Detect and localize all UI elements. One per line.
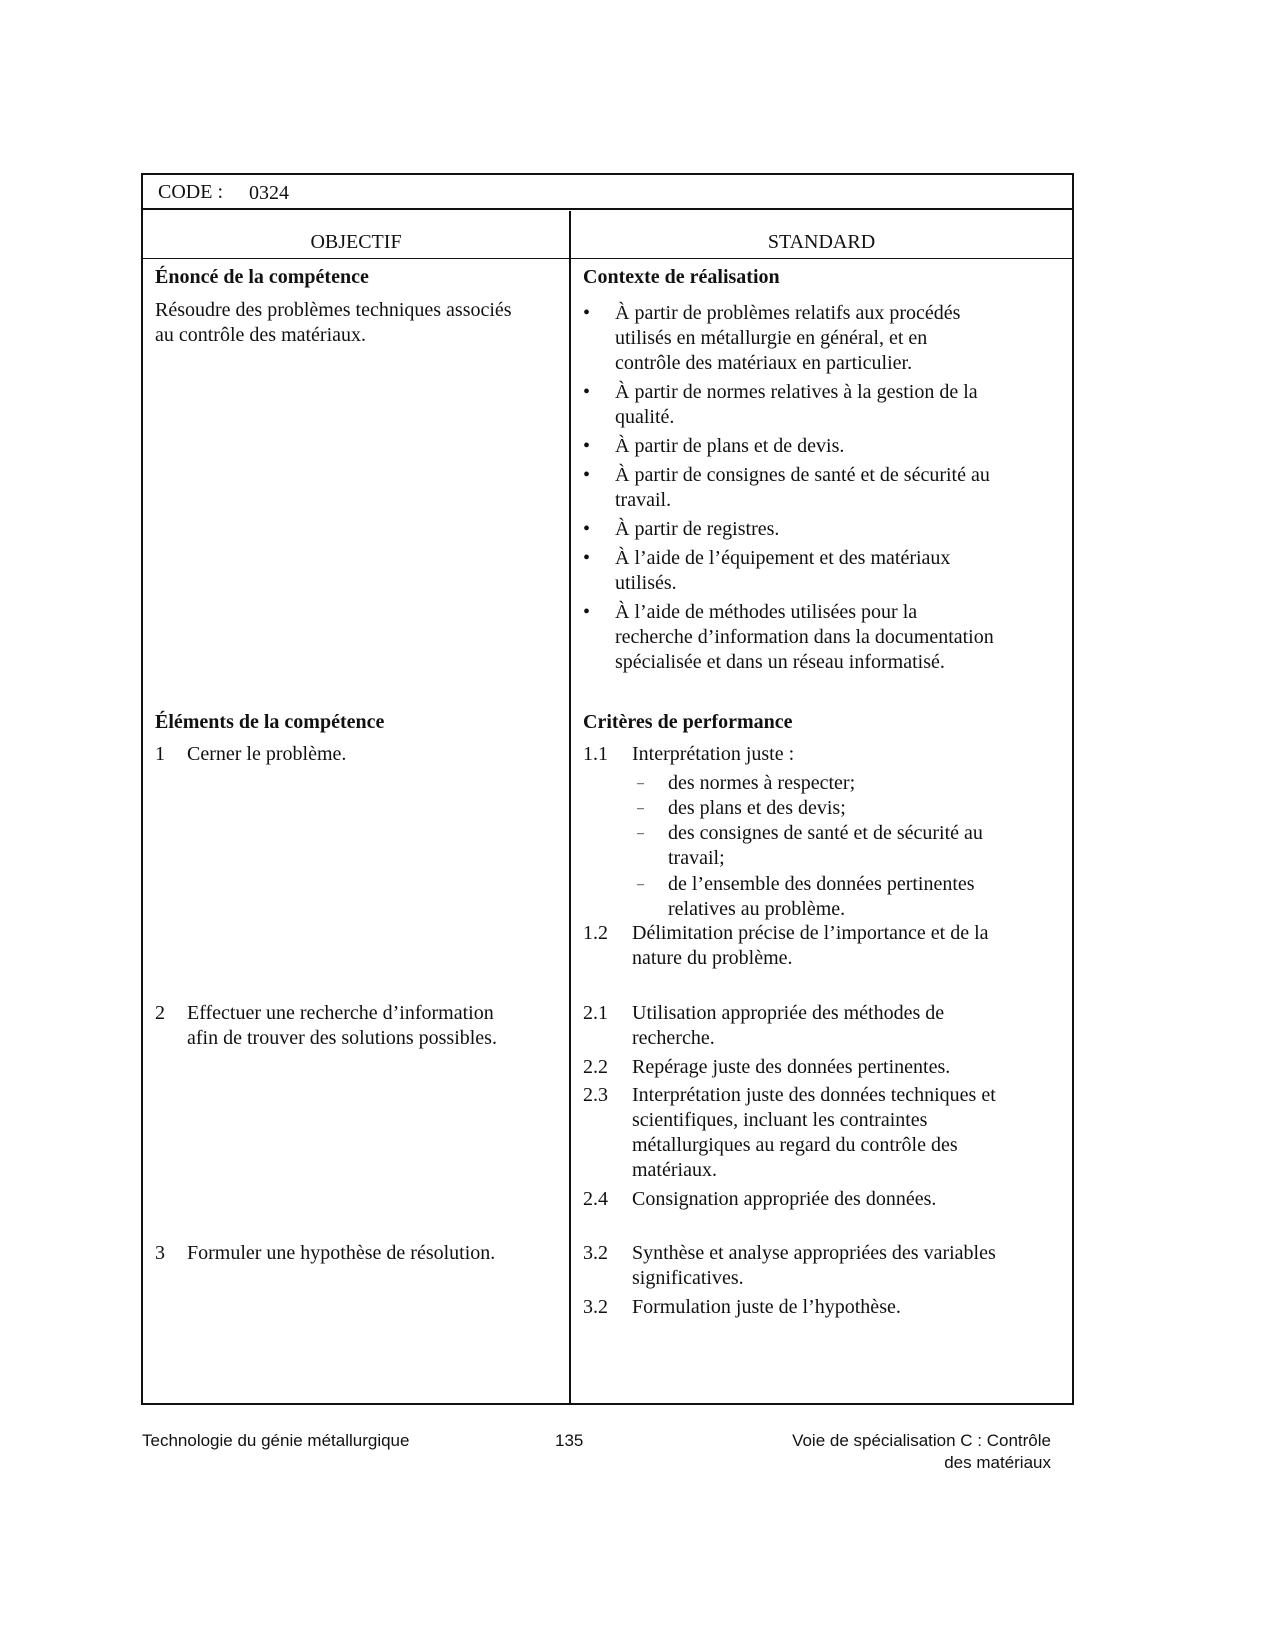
element-number: 2 — [155, 1002, 165, 1024]
critere-c24 — [583, 1187, 1063, 1212]
text-line: À partir de normes relatives à la gestion de la — [615, 381, 978, 403]
text-line: Délimitation précise de l’importance et de la — [632, 922, 989, 944]
text-line: matériaux. — [632, 1159, 717, 1181]
critere-number: 2.1 — [583, 1002, 608, 1024]
text-line: contrôle des matériaux en particulier. — [615, 352, 913, 374]
critere-number: 2.2 — [583, 1056, 608, 1078]
header-objectif: OBJECTIF — [310, 231, 402, 253]
contexte-bullet-item — [583, 380, 978, 430]
text-line: Voie de spécialisation C : Contrôle — [792, 1431, 1051, 1450]
critere-c32 — [583, 1295, 1063, 1320]
bullet-icon: • — [583, 381, 591, 403]
text-line: des normes à respecter; — [668, 772, 856, 794]
text-line: nature du problème. — [632, 947, 793, 969]
text-line: Formulation juste de l’hypothèse. — [632, 1296, 901, 1318]
element-3 — [155, 1241, 555, 1266]
text-line: À partir de consignes de santé et de sécurité au — [615, 464, 990, 486]
text-line: À partir de plans et de devis. — [615, 435, 845, 457]
contexte-bullet-item — [583, 301, 960, 376]
enonce-text — [155, 298, 512, 348]
text-line: des matériaux — [944, 1453, 1051, 1472]
text-line: afin de trouver des solutions possibles. — [187, 1027, 497, 1049]
enonce-title: Énoncé de la compétence — [155, 266, 369, 288]
bullet-icon: • — [583, 435, 591, 457]
table-border-right — [1072, 173, 1074, 1405]
text-line: Résoudre des problèmes techniques associés — [155, 299, 512, 321]
critere-c31 — [583, 1241, 1063, 1291]
critere-sub-item — [637, 872, 975, 922]
critere-number: 3.2 — [583, 1242, 608, 1264]
text-line: des consignes de santé et de sécurité au — [668, 822, 983, 844]
text-line: recherche d’information dans la documentation — [615, 626, 994, 648]
critere-c11 — [583, 742, 1063, 767]
table-border-top — [141, 173, 1074, 175]
code-value: 0324 — [249, 182, 289, 204]
contexte-bullet-item — [583, 463, 990, 513]
critere-sub-item — [637, 771, 855, 796]
text-line: Consignation appropriée des données. — [632, 1188, 937, 1210]
text-line: spécialisée et dans un réseau informatisé. — [615, 651, 945, 673]
text-line: Cerner le problème. — [187, 743, 347, 765]
text-line: Interprétation juste : — [632, 743, 795, 765]
element-2 — [155, 1001, 555, 1051]
critere-number: 2.3 — [583, 1084, 608, 1106]
text-line: Utilisation appropriée des méthodes de — [632, 1002, 945, 1024]
bullet-icon: • — [583, 464, 591, 486]
footer-right — [700, 1430, 1051, 1474]
footer-left: Technologie du génie métallurgique — [142, 1431, 410, 1450]
header-standard: STANDARD — [767, 231, 876, 253]
contexte-title: Contexte de réalisation — [583, 266, 780, 288]
text-line: recherche. — [632, 1027, 715, 1049]
text-line: relatives au problème. — [668, 898, 846, 920]
dash-icon: – — [637, 776, 644, 791]
text-line: travail; — [668, 847, 725, 869]
text-line: des plans et des devis; — [668, 797, 846, 819]
text-line: Formuler une hypothèse de résolution. — [187, 1242, 496, 1264]
dash-icon: – — [637, 877, 644, 892]
text-line: utilisés. — [615, 572, 677, 594]
critere-c22 — [583, 1055, 1063, 1080]
text-line: À l’aide de méthodes utilisées pour la — [615, 601, 918, 623]
bullet-icon: • — [583, 601, 591, 623]
text-line: À l’aide de l’équipement et des matériaux — [615, 547, 951, 569]
text-line: À partir de registres. — [615, 518, 780, 540]
critere-c23 — [583, 1083, 1063, 1183]
critere-number: 3.2 — [583, 1296, 608, 1318]
footer-page-number: 135 — [555, 1431, 584, 1450]
contexte-bullet-item — [583, 546, 950, 596]
text-line: Effectuer une recherche d’information — [187, 1002, 494, 1024]
text-line: Repérage juste des données pertinentes. — [632, 1056, 951, 1078]
table-border-bottom — [141, 1403, 1074, 1405]
text-line: Interprétation juste des données techniques et — [632, 1084, 996, 1106]
bullet-icon: • — [583, 547, 591, 569]
text-line: Synthèse et analyse appropriées des variables — [632, 1242, 996, 1264]
text-line: qualité. — [615, 406, 675, 428]
element-1 — [155, 742, 555, 767]
code-label: CODE : — [158, 181, 223, 203]
text-line: métallurgiques au regard du contrôle des — [632, 1134, 958, 1156]
column-divider — [569, 211, 571, 1405]
dash-icon: – — [637, 826, 644, 841]
bullet-icon: • — [583, 518, 591, 540]
text-line: À partir de problèmes relatifs aux procédés — [615, 302, 961, 324]
text-line: de l’ensemble des données pertinentes — [668, 873, 975, 895]
critere-c21 — [583, 1001, 1063, 1051]
critere-sub-item — [637, 796, 846, 821]
text-line: travail. — [615, 489, 672, 511]
contexte-bullet-item — [583, 434, 844, 459]
dash-icon: – — [637, 801, 644, 816]
contexte-bullet-item — [583, 600, 994, 675]
critere-number: 2.4 — [583, 1188, 608, 1210]
contexte-bullet-item — [583, 517, 779, 542]
critere-c12 — [583, 921, 1063, 971]
text-line: utilisés en métallurgie en général, et en — [615, 327, 928, 349]
header-row-divider — [141, 258, 1074, 259]
element-number: 1 — [155, 743, 165, 765]
critere-sub-item — [637, 821, 983, 871]
element-number: 3 — [155, 1242, 165, 1264]
text-line: scientifiques, incluant les contraintes — [632, 1109, 928, 1131]
critere-number: 1.2 — [583, 922, 608, 944]
table-border-left — [141, 173, 143, 1405]
text-line: significatives. — [632, 1267, 744, 1289]
elements-title: Éléments de la compétence — [155, 711, 385, 733]
code-row-divider — [141, 208, 1074, 210]
text-line: au contrôle des matériaux. — [155, 324, 367, 346]
criteres-title: Critères de performance — [583, 711, 793, 733]
bullet-icon: • — [583, 302, 591, 324]
critere-number: 1.1 — [583, 743, 608, 765]
